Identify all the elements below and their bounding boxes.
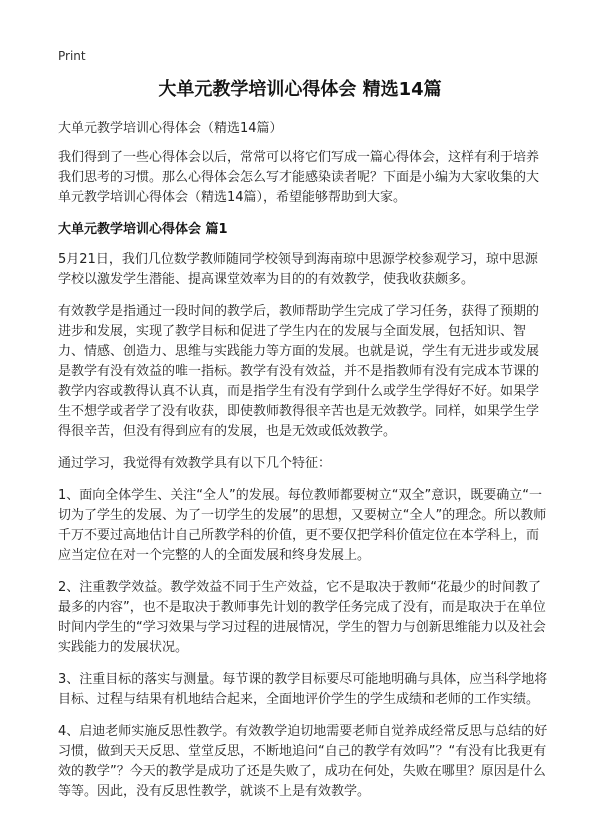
paragraph: 有效教学是指通过一段时间的教学后，教师帮助学生完成了学习任务，获得了预期的进步和发展，实现了教学目标和促进了学生内在的发展与全面发展，包括知识、智力、情感、创造力、思维与实践能力等方面的发展。也就是说，学生有无进步或发展是教学有没有效益的唯一指标。教学有没有效益，并不是指教师有没有完成本节课的教学内容或教得认真不认真，而是指学生有没有学到什么或学生学得好不好。如果学生不想学或者学了没有收获，即使教师教得很辛苦也是无效教学。同样，如果学生学得很辛苦，但没有得到应有的发展，也是无效或低效教学。 xyxy=(58,304,540,439)
paragraph: 3、注重目标的落实与测量。每节课的教学目标要尽可能地明确与具体，应当科学地将目标、过程与结果有机地结合起来，全面地评价学生的学生成绩和老师的工作实绩。 xyxy=(58,672,548,707)
article-subtitle: 大单元教学培训心得体会（精选14篇） xyxy=(58,121,283,136)
paragraph: 5月21日，我们几位数学教师随同学校领导到海南琼中思源学校参观学习，琼中思源学校以激发学生潜能、提高课堂效率为目的的有效教学，使我收获颇多。 xyxy=(58,252,538,287)
print-link[interactable]: Print xyxy=(58,49,86,63)
paragraph: 1、面向全体学生、关注“全人”的发展。每位教师都要树立“双全”意识，既要确立“一切为了学生的发展、为了一切学生的发展”的思想，又要树立“全人”的理念。所以教师千万不要过高地估计自己所教学科的价值，更不要仅把学科价值定位在本学科上，而应当定位在对一个完整的人的全面发展和终身发展上。 xyxy=(58,488,547,563)
paragraph: 通过学习，我觉得有效教学具有以下几个特征： xyxy=(58,456,332,471)
intro-paragraph: 我们得到了一些心得体会以后，常常可以将它们写成一篇心得体会，这样有利于培养我们思考的习惯。那么心得体会怎么写才能感染读者呢？下面是小编为大家收集的大单元教学培训心得体会（精选14篇），希望能够帮助到大家。 xyxy=(58,150,540,205)
article-body xyxy=(58,119,548,814)
page-title: 大单元教学培训心得体会 精选14篇 xyxy=(158,79,442,100)
paragraph: 2、注重教学效益。教学效益不同于生产效益，它不是取决于教师“花最少的时间教了最多的内容”，也不是取决于教师事先计划的教学任务完成了没有，而是取决于在单位时间内学生的“学习效果与学习过程的进展情况，学生的智力与创新思维能力以及社会实践能力的发展状况。 xyxy=(58,580,546,655)
section-heading: 大单元教学培训心得体会 篇1 xyxy=(58,222,228,237)
paragraph: 4、启迪老师实施反思性教学。有效教学迫切地需要老师自觉养成经常反思与总结的好习惯，做到天天反思、堂堂反思，不断地追问“自己的教学有效吗”？“有没有比我更有效的教学”？今天的教学是成功了还是失败了，成功在何处，失败在哪里？原因是什么等等。因此，没有反思性教学，就谈不上是有效教学。 xyxy=(58,724,548,799)
